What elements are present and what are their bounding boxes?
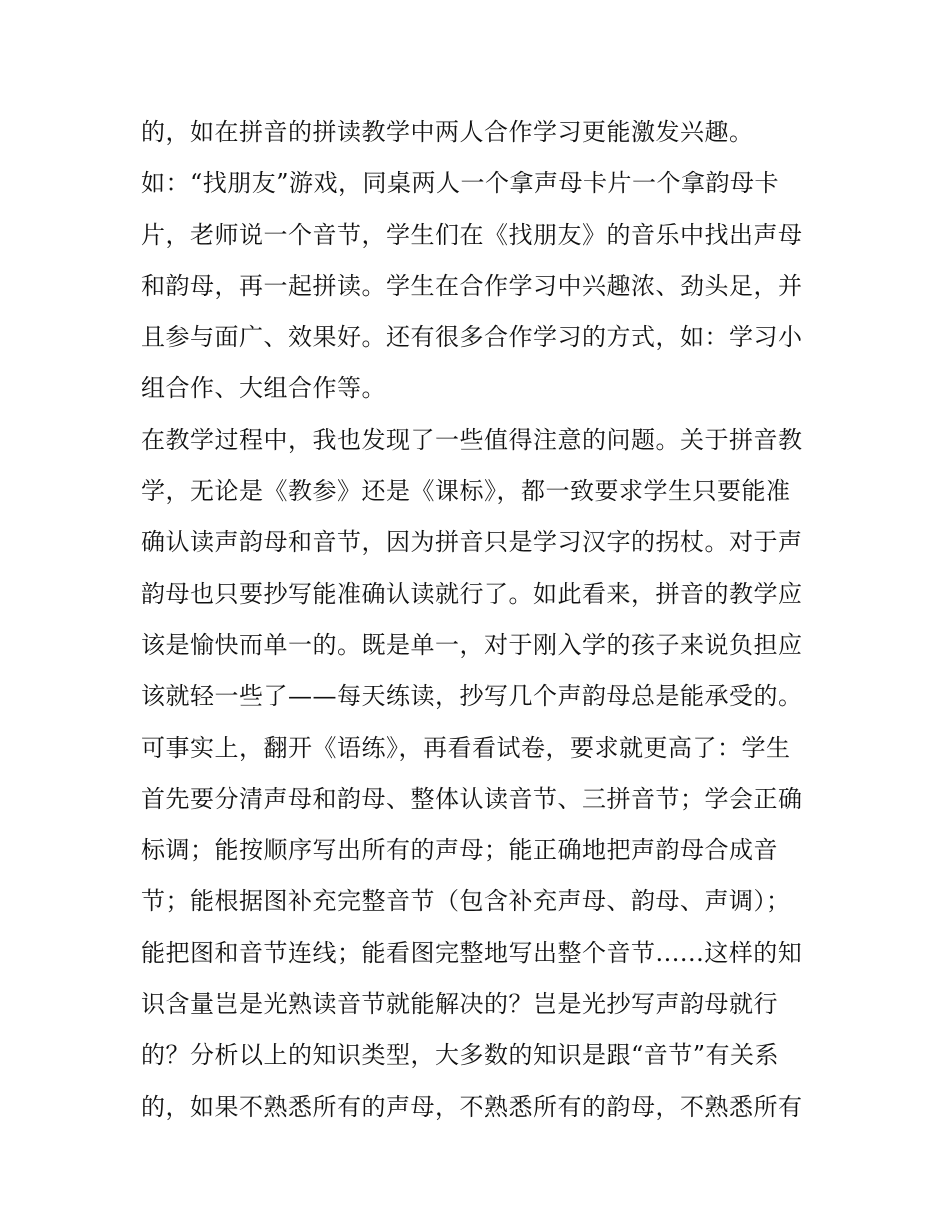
text-line: 组合作、大组合作等。 [141,374,386,403]
text-line: 在教学过程中，我也发现了一些值得注意的问题。关于拼音教 [141,425,803,454]
text-line: 如：“找朋友”游戏，同桌两人一个拿声母卡片一个拿韵母卡 [141,169,780,198]
text-line: 可事实上，翻开《语练》，再看看试卷，要求就更高了：学生 [141,733,791,762]
text-line: 的？分析以上的知识类型，大多数的知识是跟“音节”有关系 [141,1041,780,1070]
text-line: 识含量岂是光熟读音节就能解决的？岂是光抄写声韵母就行 [141,990,778,1019]
text-line: 标调；能按顺序写出所有的声母；能正确地把声韵母合成音 [141,836,778,865]
text-line: 节；能根据图补充完整音节（包含补充声母、韵母、声调）； [141,887,791,916]
text-line: 的，如果不熟悉所有的声母，不熟悉所有的韵母，不熟悉所有 [141,1092,803,1121]
text-line: 确认读声韵母和音节，因为拼音只是学习汉字的拐杖。对于声 [141,528,803,557]
text-line: 韵母也只要抄写能准确认读就行了。如此看来，拼音的教学应 [141,579,803,608]
text-line: 该是愉快而单一的。既是单一，对于刚入学的孩子来说负担应 [141,630,803,659]
text-line: 能把图和音节连线；能看图完整地写出整个音节......这样的知 [141,938,803,967]
text-line: 片，老师说一个音节，学生们在《找朋友》的音乐中找出声母 [141,220,803,249]
text-line: 的，如在拼音的拼读教学中两人合作学习更能激发兴趣。 [141,118,754,146]
text-line: 学，无论是《教参》还是《课标》，都一致要求学生只要能准 [141,477,791,506]
body-text [141,107,821,1133]
text-line: 和韵母，再一起拼读。学生在合作学习中兴趣浓、劲头足，并 [141,271,803,300]
text-line: 该就轻一些了——每天练读，抄写几个声韵母总是能承受的。 [141,682,803,711]
text-line: 且参与面广、效果好。还有很多合作学习的方式，如：学习小 [141,323,803,352]
text-line: 首先要分清声母和韵母、整体认读音节、三拼音节；学会正确 [141,784,803,813]
